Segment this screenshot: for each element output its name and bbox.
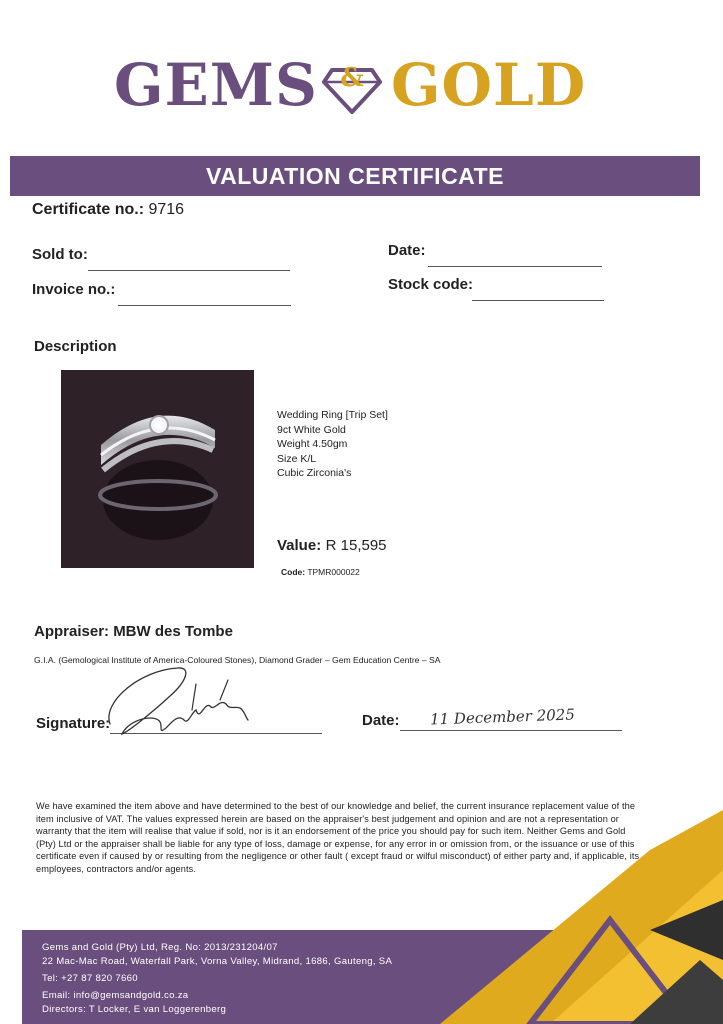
description-line: Cubic Zirconia's <box>277 467 352 479</box>
signature-date-label: Date: <box>362 712 400 729</box>
certificate-number-value: 9716 <box>148 201 185 218</box>
footer-tel: Tel: +27 87 820 7660 <box>42 973 138 984</box>
appraiser-credentials: G.I.A. (Gemological Institute of America-Coloured Stones), Diamond Grader – Gem Education Centre – SA <box>34 655 441 665</box>
logo-gold-text: GOLD <box>391 51 587 119</box>
invoice-no-line <box>118 305 291 306</box>
description-line: Size K/L <box>277 452 317 465</box>
description-line: 9ct White Gold <box>277 423 346 436</box>
date-label: Date: <box>388 242 426 259</box>
signature-date-value: 11 December 2025 <box>429 705 576 729</box>
logo-ampersand: & <box>340 63 364 93</box>
footer-address: 22 Mac-Mac Road, Waterfall Park, Vorna Valley, Midrand, 1686, Gauteng, SA <box>42 956 393 967</box>
item-value <box>277 537 387 555</box>
description-heading: Description <box>34 338 117 355</box>
footer-gold-graphic <box>400 810 723 1024</box>
value-label: Value: <box>277 537 322 554</box>
ring-image <box>61 370 254 568</box>
sold-to-line <box>88 270 290 271</box>
disclaimer-text: We have examined the item above and have determined to the best of our knowledge and belief, the current insurance replacement value of the item inclusive of VAT. The values expressed herein are based on the appraiser's best judgement and opinion and are not a representation or warranty that the item will realise that value if sold, nor is it an endorsement of the price you should pay for such item. Neither Gems and Gold (Pty) Ltd or the appraiser shall be liable for any type of loss, damage or expense, for any error in or omission from, or the issuance or use of this certificate even if caused by or resulting from the negligence or other fault ( except fraud or wilful misconduct) of either party and, if applicable, its employees, contractors and/or agents. <box>36 801 640 874</box>
footer-email: Email: info@gemsandgold.co.za <box>42 990 189 1001</box>
footer-directors: Directors: T Locker, E van Loggerenberg <box>42 1004 227 1015</box>
item-code <box>281 567 360 577</box>
handwritten-signature <box>100 662 270 742</box>
description-line: Weight 4.50gm <box>277 438 348 450</box>
logo-gems-text: GEMS <box>114 51 318 119</box>
ring-photo <box>61 370 254 568</box>
invoice-no-label: Invoice no.: <box>32 281 116 298</box>
certificate-number-label: Certificate no.: <box>32 201 145 218</box>
footer <box>0 930 723 1024</box>
code-label: Code: <box>281 567 306 577</box>
value-amount: R 15,595 <box>325 537 387 554</box>
description-lines <box>277 408 388 481</box>
description-line: Wedding Ring [Trip Set] <box>277 409 388 421</box>
appraiser-name: Appraiser: MBW des Tombe <box>34 623 233 640</box>
certificate-number <box>32 201 184 219</box>
stock-code-line <box>472 300 604 301</box>
signature-label: Signature: <box>36 715 111 732</box>
date-line <box>428 266 602 267</box>
stock-code-label: Stock code: <box>388 276 474 293</box>
sold-to-label: Sold to: <box>32 246 88 263</box>
signature-date-line <box>400 730 622 731</box>
certificate-title-banner: VALUATION CERTIFICATE <box>10 156 700 196</box>
footer-company: Gems and Gold (Pty) Ltd, Reg. No: 2013/231204/07 <box>42 942 278 953</box>
code-value: TPMR000022 <box>307 567 360 577</box>
company-logo <box>0 50 723 120</box>
